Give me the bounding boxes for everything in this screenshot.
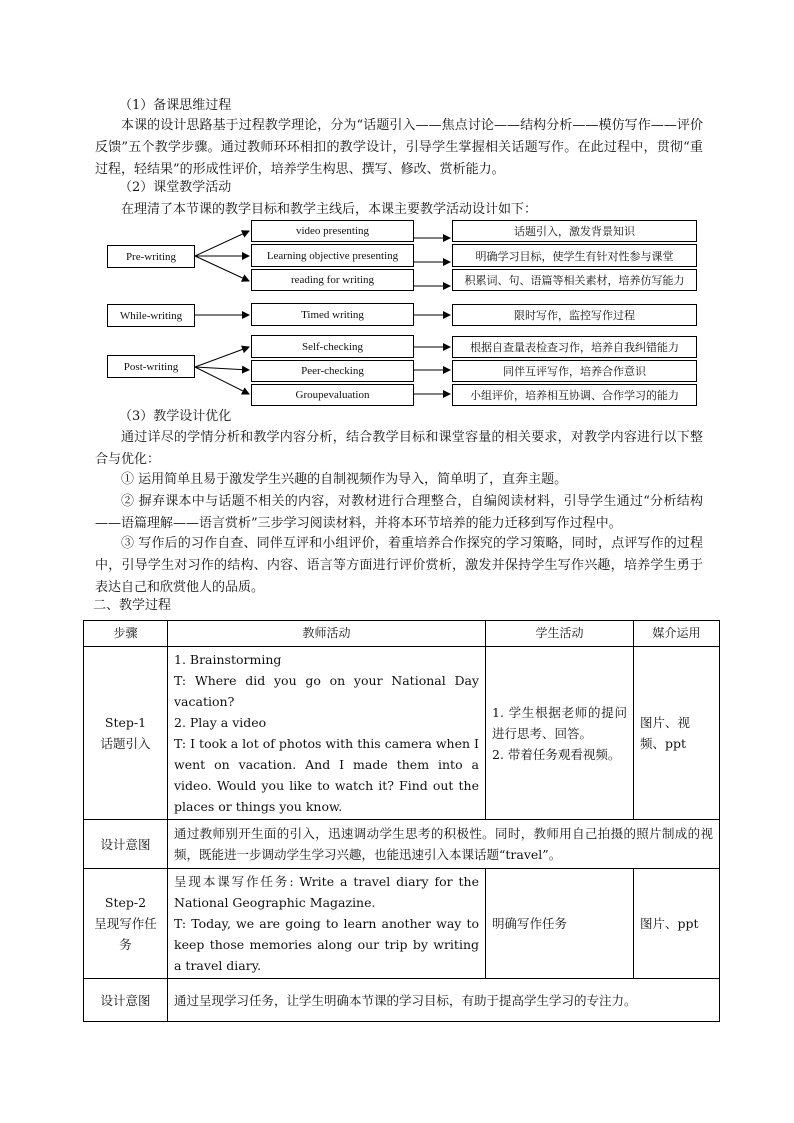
- step2-student-activity: 明确写作任务: [486, 869, 634, 979]
- intent1-label: 设计意图: [84, 820, 168, 869]
- stage-post-writing: Post-writing: [107, 355, 195, 378]
- step1-number: Step-1: [104, 715, 147, 730]
- activity-reading-for-writing: reading for writing: [251, 269, 414, 291]
- header-media: 媒介运用: [634, 621, 720, 647]
- section2-heading: （2）课堂教学活动: [119, 180, 232, 195]
- step2-teacher-line: 呈现本课写作任务: Write a travel diary for the National Geographic Magazine.: [174, 874, 479, 910]
- header-teacher: 教师活动: [168, 621, 486, 647]
- step1-student-line: 2. 带着任务观看视频。: [492, 746, 621, 762]
- result-self: 根据自查量表检查习作，培养自我纠错能力: [452, 336, 697, 358]
- step2-media: 图片、ppt: [634, 869, 720, 979]
- activity-video-presenting: video presenting: [251, 220, 414, 242]
- result-group: 小组评价，培养相互协调、合作学习的能力: [452, 384, 697, 406]
- process-heading: 二、教学过程: [93, 598, 172, 613]
- step1-teacher-line: 1. Brainstorming: [174, 652, 282, 667]
- result-peer: 同伴互评写作，培养合作意识: [452, 360, 697, 382]
- section1-paragraph: 本课的设计思路基于过程教学理论，分为“话题引入——焦点讨论——结构分析——模仿写作——评价反馈”五个教学步骤。通过教师环环相扣的教学设计，引导学生掌握相关话题写作。在此过程中，贯彻“重过程，轻结果”的形成性评价，培养学生构思、撰写、修改、赏析能力。: [95, 118, 703, 177]
- activity-self-checking: Self-checking: [251, 335, 414, 358]
- section3-item-2: ② 摒弃课本中与话题不相关的内容，对教材进行合理整合，自编阅读材料，引导学生通过“分析结构——语篇理解——语言赏析”三步学习阅读材料，并将本环节培养的能力迁移到写作过程中。: [95, 494, 703, 531]
- result-objective: 明确学习目标，使学生有针对性参与课堂: [452, 244, 697, 267]
- section3-item-3: ③ 写作后的习作自查、同伴互评和小组评价，着重培养合作探究的学习策略，同时，点评写作的过程中，引导学生对习作的结构、内容、语言等方面进行评价赏析，激发并保持学生写作兴趣，培养学生勇于表达自己和欣赏他人的品质。: [95, 536, 703, 595]
- step2-teacher-activity: [168, 869, 486, 979]
- step2-title: 呈现写作任务: [94, 916, 157, 952]
- activity-timed-writing: Timed writing: [251, 303, 414, 326]
- arrow-post-peer: [195, 367, 249, 370]
- table-row-step1: [84, 647, 720, 820]
- table-row-intent2: [84, 979, 720, 1022]
- process-table: [83, 620, 720, 1022]
- section3-item-1: ① 运用简单且易于激发学生兴趣的自制视频作为导入，简单明了，直奔主题。: [121, 472, 568, 487]
- result-topic-intro: 话题引入，激发背景知识: [452, 220, 697, 242]
- intent2-label: 设计意图: [84, 979, 168, 1022]
- step1-teacher-activity: [168, 647, 486, 820]
- section3-heading: （3）教学设计优化: [119, 409, 232, 424]
- activity-peer-checking: Peer-checking: [251, 360, 414, 382]
- step1-teacher-line: T: I took a lot of photos with this camera when I went on vacation. And I made them into a video. Would you like to watch it? Find out the places or things you know.: [174, 736, 479, 814]
- section1-heading: （1）备课思维过程: [119, 98, 232, 113]
- section2-intro: 在理清了本节课的教学目标和教学主线后，本课主要教学活动设计如下：: [121, 202, 538, 217]
- result-accumulate: 积累词、句、语篇等相关素材，培养仿写能力: [452, 269, 697, 291]
- step1-teacher-line: T: Where did you go on your National Day vacation?: [174, 673, 479, 709]
- table-header-row: [84, 621, 720, 647]
- intent1-text: 通过教师别开生面的引入，迅速调动学生思考的积极性。同时，教师用自己拍摄的照片制成的视频，既能进一步调动学生学习兴趣，也能迅速引入本课话题“travel”。: [168, 820, 720, 869]
- step1-cell: [84, 647, 168, 820]
- step1-student-line: 1. 学生根据老师的提问进行思考、回答。: [492, 704, 627, 741]
- step2-cell: [84, 869, 168, 979]
- step1-teacher-line: 2. Play a video: [174, 715, 267, 730]
- intent2-text: 通过呈现学习任务，让学生明确本节课的学习目标，有助于提高学生学习的专注力。: [168, 979, 720, 1022]
- table-row-step2: [84, 869, 720, 979]
- header-student: 学生活动: [486, 621, 634, 647]
- arrow-post-self: [195, 347, 249, 367]
- step1-title: 话题引入: [100, 736, 151, 751]
- activity-group-evaluation: Groupevaluation: [251, 384, 414, 406]
- header-step: 步骤: [84, 621, 168, 647]
- arrow-pre-video: [195, 231, 249, 256]
- arrow-pre-reading: [195, 256, 249, 281]
- table-row-intent1: [84, 820, 720, 869]
- stage-while-writing: While-writing: [107, 304, 195, 327]
- step1-student-activity: [486, 647, 634, 820]
- activity-learning-objective: Learning objective presenting: [251, 244, 414, 267]
- step2-teacher-line: T: Today, we are going to learn another way to keep those memories along our trip by writing a travel diary.: [174, 916, 479, 973]
- step2-number: Step-2: [104, 895, 147, 910]
- arrow-post-group: [195, 367, 249, 394]
- stage-pre-writing: Pre-writing: [107, 245, 195, 268]
- section3-intro: 通过详尽的学情分析和教学内容分析，结合教学目标和课堂容量的相关要求，对教学内容进行以下整合与优化：: [95, 430, 703, 467]
- step1-media: 图片、视频、ppt: [634, 647, 720, 820]
- result-timed: 限时写作，监控写作过程: [452, 304, 697, 326]
